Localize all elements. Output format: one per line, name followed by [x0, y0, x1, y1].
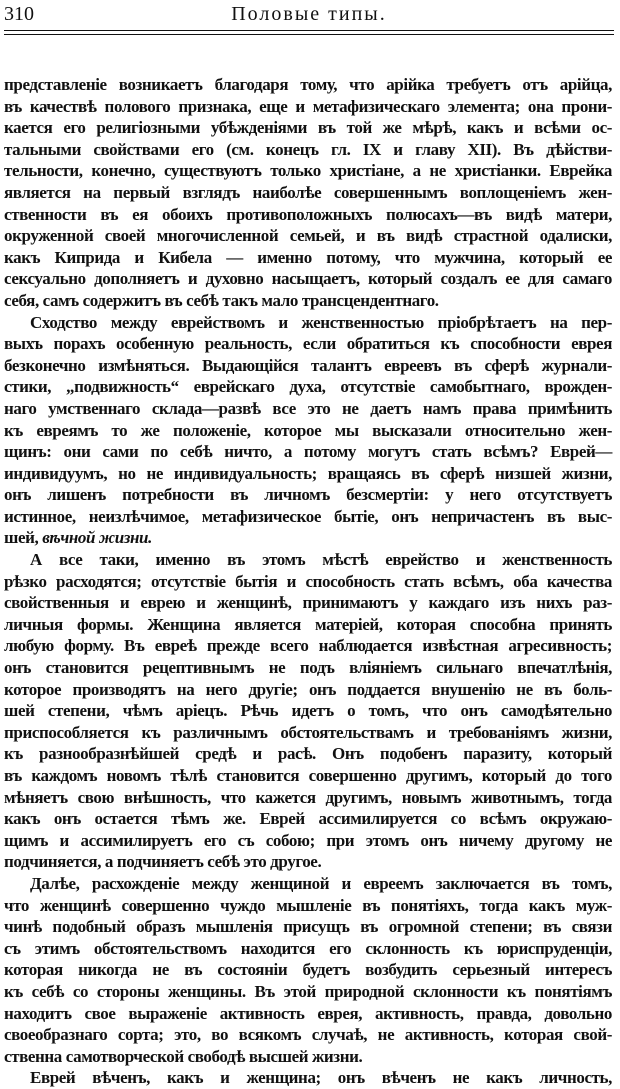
text-line: которая никогда не въ состояніи будетъ возбудить серьезный интересъ [4, 960, 612, 980]
text-line: истинное, неизлѣчимое, метафизическое бытіе, онъ непричастенъ въ выс- [4, 506, 612, 526]
text-line: свойственныя и еврею и женщинѣ, принимаютъ у каждаго изъ нихъ раз- [4, 593, 612, 613]
text-line: онъ лишенъ потребности въ личномъ безсмертіи: у него отсутствуетъ [4, 485, 612, 505]
header-rule-bottom [4, 34, 614, 35]
text-line: находитъ свое выраженіе активность еврея, активность, правда, довольно [4, 1003, 612, 1023]
text-line: сексуально дополняетъ и духовно насыщаетъ, который создалъ ее для самаго [4, 269, 612, 289]
body-text [4, 74, 612, 1089]
text-line: къ себѣ со стороны женщины. Въ этой природной склонности къ понятіямъ [4, 981, 612, 1001]
text-line: выхъ порахъ особенную реальность, если обратиться къ способности еврея [4, 334, 612, 354]
text-line: безконечно измѣняться. Выдающійся талантъ евреевъ въ сферѣ журнали- [4, 355, 612, 375]
text-line: тельности, конечно, существуютъ только христіане, а не христіанки. Еврейка [4, 161, 612, 181]
text-line: Еврей вѣченъ, какъ и женщина; онъ вѣченъ не какъ личность, [30, 1068, 612, 1088]
page-header [4, 2, 614, 28]
text-line: которое производятъ на него другіе; онъ поддается внушенію не въ боль- [4, 679, 612, 699]
text-line: въ качествѣ полового признака, еще и метафизическаго элемента; она прони- [4, 96, 612, 116]
text-line: чинѣ подобный образъ мышленія присущъ въ огромной степени; въ связи [4, 917, 612, 937]
text-line: щинъ: они сами по себѣ ничто, а потому могутъ стать всѣмъ? Еврей— [4, 442, 612, 462]
text-line: въ каждомъ новомъ тѣлѣ становится совершенно другимъ, который до того [4, 766, 612, 785]
text-line: подчиняется, а подчиняетъ себѣ это другое. [4, 852, 322, 872]
italic-phrase: вѣчной жизни. [42, 528, 152, 548]
text-line: къ евреямъ то же положеніе, которое мы высказали относительно жен- [4, 420, 612, 440]
text-line: является на первый взглядъ наиболѣе совершеннымъ воплощеніемъ жен- [4, 182, 612, 202]
running-title: Половые типы. [231, 3, 387, 25]
text-fragment: шей, [4, 528, 39, 548]
text-line: стики, „подвижность“ еврейскаго духа, отсутствіе самобытнаго, врожден- [4, 377, 612, 397]
text-line: индивидуумъ, но не индивидуальность; вращаясь въ сферѣ низшей жизни, [4, 463, 612, 483]
text-line: любую форму. Въ евреѣ прежде всего наблюдается извѣстная агресивность; [4, 636, 612, 656]
text-line: ственна самотворческой свободѣ высшей жизни. [4, 1046, 363, 1066]
page-number: 310 [4, 3, 34, 25]
text-line: тальными свойствами его (см. конецъ гл. IX и главу XII). Въ дѣйстви- [4, 139, 612, 159]
text-line: Сходство между еврействомъ и женственностью пріобрѣтаетъ на пер- [30, 312, 612, 332]
text-line: какъ Киприда и Кибела — именно потому, что мужчина, который ее [4, 247, 612, 267]
text-line: личныя формы. Женщина является матеріей, которая способна принять [4, 614, 612, 634]
text-line: съ этимъ обстоятельствомъ находится его склонность къ юриспруденціи, [4, 938, 612, 958]
text-line: ственности въ ея обоихъ противоположныхъ полюсахъ—въ видѣ матери, [4, 204, 612, 224]
header-rule-top [4, 30, 614, 31]
text-line: представленіе возникаетъ благодаря тому, что арійка требуетъ отъ арійца, [4, 75, 612, 94]
text-line: наго умственнаго склада—развѣ все это не даетъ намъ права примѣнить [4, 398, 612, 418]
text-line: своеобразнаго сорта; это, во всякомъ случаѣ, не активность, которая свой- [4, 1025, 612, 1045]
text-line: какъ онъ остается тѣмъ же. Еврей ассимилируется со всѣмъ окружаю- [4, 809, 612, 829]
text-line: кается его религіозными убѣжденіями въ той же мѣрѣ, какъ и всѣми ос- [4, 118, 612, 138]
text-line: что женщинѣ совершенно чуждо мышленіе въ понятіяхъ, тогда какъ муж- [4, 895, 612, 915]
text-line [4, 527, 612, 549]
text-line: онъ становится рецептивнымъ не подъ вліяніемъ сильнаго впечатлѣнія, [4, 658, 612, 678]
text-line: приспособляется къ различнымъ обстоятельствамъ и требованіямъ жизни, [4, 722, 612, 742]
text-line: А все таки, именно въ этомъ мѣстѣ еврейство и женственность [30, 550, 612, 570]
text-line: Далѣе, расхожденіе между женщиной и евреемъ заключается въ томъ, [30, 873, 612, 893]
text-line: окруженной своей многочисленной семьей, и въ видѣ страстной одалиски, [4, 226, 612, 246]
text-line: мѣняетъ свою внѣшность, что кажется другимъ, новымъ животнымъ, тогда [4, 787, 612, 807]
text-line: щимъ и ассимилируетъ его съ собою; при этомъ онъ ничему другому не [4, 830, 612, 850]
text-line: къ разнообразнѣйшей средѣ и расѣ. Онъ подобенъ паразиту, который [4, 744, 612, 764]
text-line: шей степени, чѣмъ аріецъ. Рѣчь идетъ о томъ, что онъ самодѣятельно [4, 701, 612, 721]
text-line: себя, самъ содержитъ въ себѣ такъ мало трансцендентнаго. [4, 290, 439, 310]
text-line: рѣзко расходятся; отсутствіе бытія и способность стать всѣмъ, оба качества [4, 571, 612, 591]
